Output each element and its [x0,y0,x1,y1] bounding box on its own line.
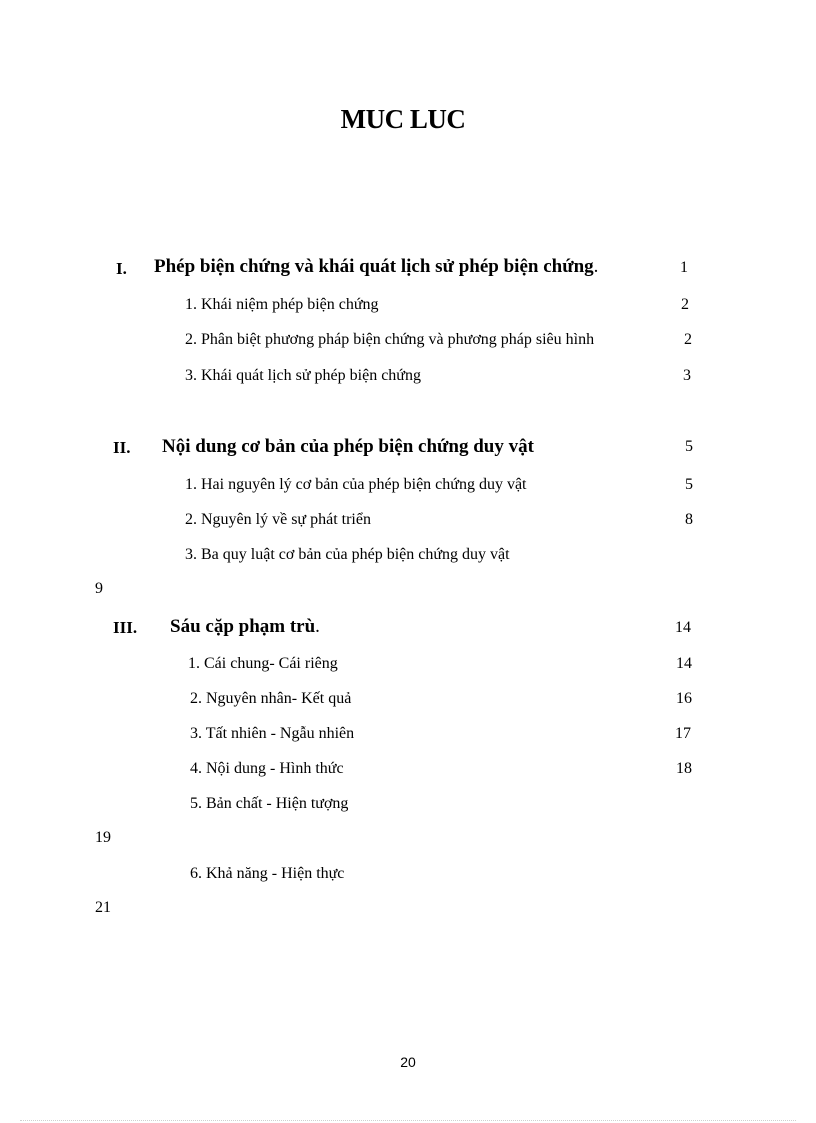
section-1-numeral: I. [116,259,127,278]
page-bottom-rule [20,1120,796,1121]
section-2-numeral: II. [113,438,131,457]
page-title: MUC LUC [340,104,466,134]
toc-item-2-1-page: 5 [685,476,693,493]
toc-item-2-3: 3. Ba quy luật cơ bản của phép biện chứng duy vật [185,546,510,563]
toc-item-1-3: 3. Khái quát lịch sử phép biện chứng [185,367,421,384]
toc-item-1-1-page: 2 [681,296,689,313]
toc-item-2-1: 1. Hai nguyên lý cơ bản của phép biện chứng duy vật [185,476,527,493]
toc-item-2-2-page: 8 [685,511,693,528]
toc-item-1-1: 1. Khái niệm phép biện chứng [185,296,379,313]
toc-item-2-2: 2. Nguyên lý về sự phát triển [185,511,371,528]
toc-item-3-6: 6. Khả năng - Hiện thực [190,865,345,882]
toc-item-1-2-page: 2 [684,331,692,348]
toc-item-3-4: 4. Nội dung - Hình thức [190,760,344,777]
toc-item-3-1-page: 14 [676,655,692,672]
toc-item-3-3: 3. Tất nhiên - Ngẫu nhiên [190,725,355,742]
section-2-heading: Nội dung cơ bản của phép biện chứng duy vật [162,436,534,457]
section-2-page: 5 [685,438,693,455]
toc-item-2-3-page: 9 [95,580,103,597]
toc-item-3-5: 5. Bản chất - Hiện tượng [190,795,349,812]
section-1-page: 1 [680,259,688,276]
section-3-numeral: III. [113,618,138,637]
section-1-heading: Phép biện chứng và khái quát lịch sử phép biện chứng. [154,256,599,277]
toc-item-1-2: 2. Phân biệt phương pháp biện chứng và phương pháp siêu hình [185,331,595,348]
section-3-page: 14 [675,619,691,636]
toc-item-3-2: 2. Nguyên nhân- Kết quả [190,690,352,707]
toc-item-1-3-page: 3 [683,367,691,384]
toc-item-3-1: 1. Cái chung- Cái riêng [188,655,338,672]
footer-page-number: 20 [400,1054,416,1070]
toc-item-3-2-page: 16 [676,690,692,707]
toc-item-3-5-page: 19 [95,829,111,846]
toc-item-3-4-page: 18 [676,760,692,777]
toc-item-3-3-page: 17 [675,725,691,742]
section-3-heading: Sáu cặp phạm trù. [170,616,320,637]
toc-item-3-6-page: 21 [95,899,111,916]
